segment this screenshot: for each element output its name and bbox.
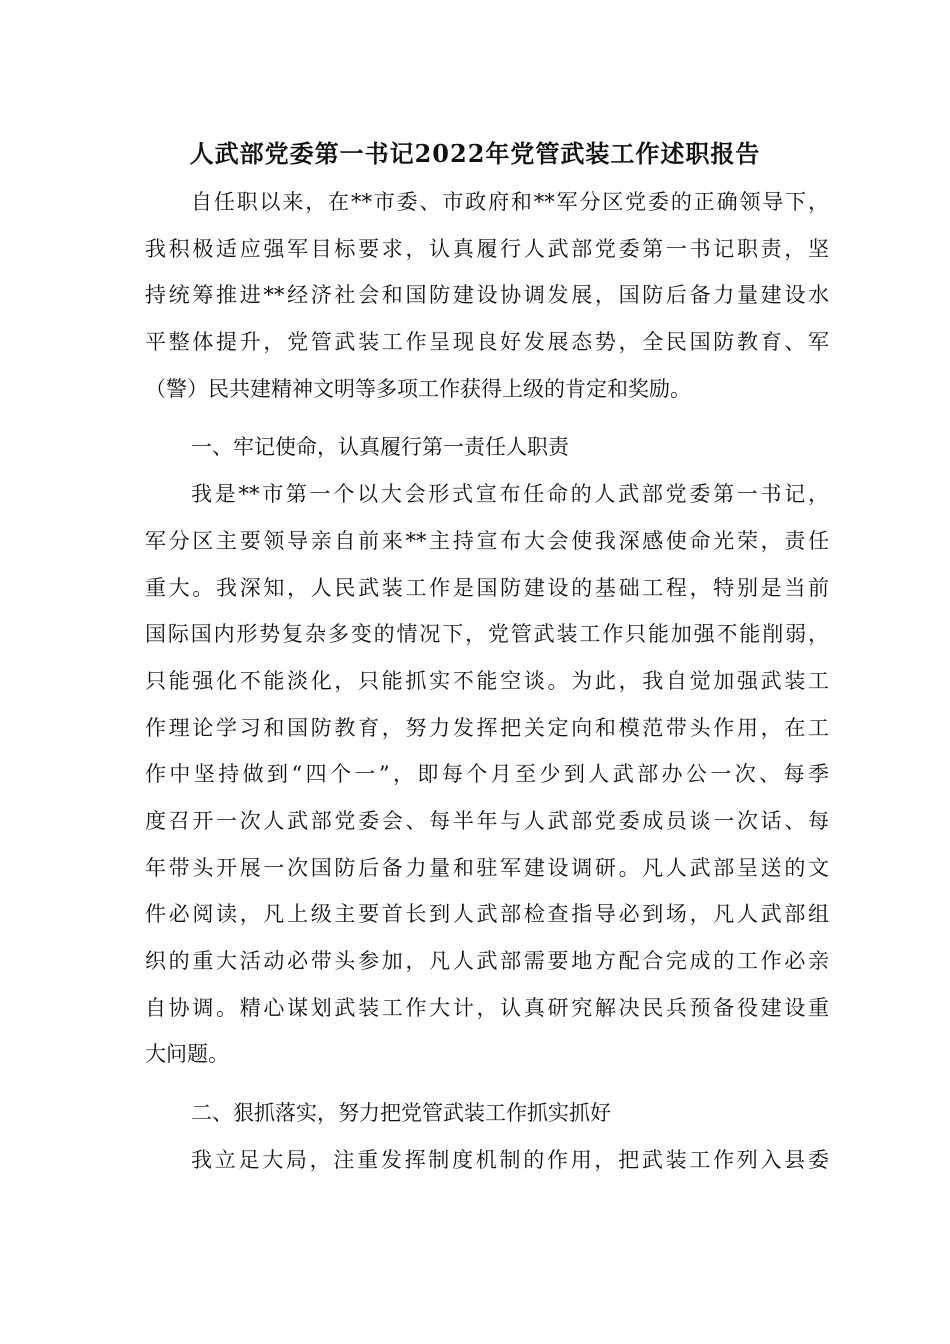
text-line: 一、牢记使命，认真履行第一责任人职责 [191, 435, 569, 460]
text-line: 平整体提升，党管武装工作呈现良好发展态势，全民国防教育、军 [145, 330, 829, 355]
text-line: 自协调。精心谋划武装工作大计，认真研究解决民兵预备役建设重 [145, 995, 829, 1020]
text-line: 持统筹推进**经济社会和国防建设协调发展，国防后备力量建设水 [145, 283, 829, 308]
paragraph [145, 179, 829, 412]
section-heading [145, 424, 829, 471]
document-body [145, 179, 829, 1183]
text-line: 大问题。 [145, 1042, 229, 1067]
text-line: 重大。我深知，人民武装工作是国防建设的基础工程，特别是当前 [145, 575, 829, 600]
text-line: 件必阅读，凡上级主要首长到人武部检查指导必到场，凡人武部组 [145, 902, 829, 927]
text-line: 自任职以来，在**市委、市政府和**军分区党委的正确领导下， [191, 190, 829, 214]
paragraph [145, 1137, 829, 1184]
text-line: 国际国内形势复杂多变的情况下，党管武装工作只能加强不能削弱， [145, 622, 829, 647]
section-heading [145, 1090, 829, 1137]
paragraph [145, 471, 829, 1078]
text-line: 作理论学习和国防教育，努力发挥把关定向和模范带头作用，在工 [145, 715, 829, 740]
text-line: 我积极适应强军目标要求，认真履行人武部党委第一书记职责，坚 [145, 236, 829, 261]
text-line: 二、狠抓落实，努力把党管武装工作抓实抓好 [191, 1101, 611, 1126]
text-line: 作中坚持做到“四个一”，即每个月至少到人武部办公一次、每季 [145, 762, 829, 787]
text-line: （警）民共建精神文明等多项工作获得上级的肯定和奖励。 [145, 376, 691, 401]
text-line: 织的重大活动必带头参加，凡人武部需要地方配合完成的工作必亲 [145, 949, 829, 973]
text-line: 军分区主要领导亲自前来**主持宣布大会使我深感使命光荣，责任 [145, 528, 829, 553]
text-line: 我立足大局，注重发挥制度机制的作用，把武装工作列入县委 [191, 1147, 829, 1172]
document-title: 人武部党委第一书记2022年党管武装工作述职报告 [189, 139, 761, 168]
text-line: 只能强化不能淡化，只能抓实不能空谈。为此，我自觉加强武装工 [145, 668, 829, 693]
text-line: 年带头开展一次国防后备力量和驻军建设调研。凡人武部呈送的文 [145, 855, 829, 880]
text-line: 度召开一次人武部党委会、每半年与人武部党委成员谈一次话、每 [145, 808, 829, 833]
text-line: 我是**市第一个以大会形式宣布任命的人武部党委第一书记， [191, 482, 829, 507]
